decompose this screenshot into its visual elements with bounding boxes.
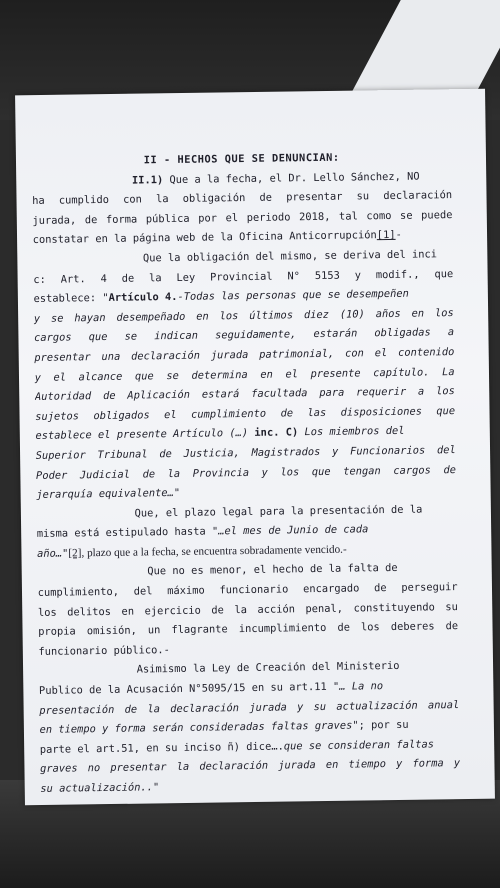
quote-text: … La no (339, 680, 384, 693)
paragraph-4-line: Que no es menor, el hecho de la falta de (147, 562, 398, 578)
quote-text: Los miembros del (298, 425, 405, 439)
quote-text: …el mes de Junio de cada (218, 523, 369, 538)
paragraph-2-line: y se hayan desempeñado en los últimos diez (10) años en los (33, 306, 454, 325)
paragraph-4-line: los delitos en ejercicio de la acción penal, constituyendo su (37, 600, 458, 619)
text-span: misma está estipulado hasta " (36, 525, 219, 541)
text-span: - (395, 229, 402, 242)
paragraph-4-line: funcionario público.- (38, 643, 170, 658)
text-span: parte el art.51, en su inciso ñ) dice…. (39, 740, 284, 756)
document-body (32, 147, 461, 799)
paragraph-5-line: Asimismo la Ley de Creación del Ministerio (136, 660, 400, 676)
paragraph-5-line: presentación de la declaración jurada y su actualización anual (39, 698, 460, 717)
paragraph-5-line: su actualización.." (40, 781, 160, 795)
paragraph-2-line: jerarquía equivalente…" (36, 487, 181, 502)
inciso-label: inc. C) (254, 426, 299, 440)
paragraph-2-line: sujetos obligados el cumplimiento de las disposiciones que (35, 404, 456, 423)
text-span: constatar en la página web de la Oficina Anticorrupción (32, 229, 377, 247)
footnote-ref[interactable]: [2] (68, 547, 82, 560)
text-span: "; por su (352, 718, 409, 732)
text-span: establece: " (33, 292, 109, 306)
paragraph-2-line: Que la obligación del mismo, se deriva del inci (142, 248, 438, 265)
quote-text: -Todas las personas que se desempeñen (177, 287, 409, 304)
paragraph-1-line: jurada, de forma pública por el periodo 2018, tal como se puede (32, 208, 453, 227)
quote-text: que se consideran faltas (283, 738, 435, 753)
paragraph-2-line: Autoridad de Aplicación estará facultada para requerir a los (34, 385, 455, 404)
paragraph-4-line: propia omisión, un flagrante incumplimiento de los deberes de (38, 620, 459, 639)
quote-text: en tiempo y forma serán consideradas faltas graves (39, 719, 353, 737)
section-heading: II - HECHOS QUE SE DENUNCIAN: (143, 151, 340, 167)
paragraph-2-line: presentar una declaración jurada patrimonial, con el contenido (34, 346, 455, 364)
quote-text: establece el presente Artículo (…) (35, 427, 255, 443)
paragraph-5-line: graves no presentar la declaración jurada en tiempo y forma y (40, 757, 461, 776)
article-label: Artículo 4. (108, 291, 178, 305)
paragraph-2-line: y el alcance que se determina en el presente capítulo. La (34, 365, 455, 384)
paragraph-2-line: cargos que se indican seguidamente, estarán obligadas a (34, 326, 455, 345)
text-span: , plazo que a la fecha, se encuentra sobradamente vencido.- (81, 543, 347, 560)
text-span: Que a la fecha, el Dr. Lello Sánchez, NO (169, 170, 420, 186)
quote-text: año…" (37, 547, 69, 560)
paragraph-1-line: ha cumplido con la obligación de presentar su declaración (32, 189, 453, 208)
paragraph-label: II.1) (131, 173, 164, 187)
paragraph-2-line: Poder Judicial de la Provincia y los que tengan cargos de (35, 463, 457, 482)
paragraph-2-line: Superior Tribunal de Justicia, Magistrados y Funcionarios del (35, 443, 456, 462)
paragraph-2-line: c: Art. 4 de la Ley Provincial N° 5153 y modif., que (33, 267, 454, 286)
paragraph-3-line: Que, el plazo legal para la presentación de la (134, 503, 423, 520)
footnote-ref[interactable]: [1] (376, 229, 396, 242)
text-span: Publico de la Acusación N°5095/15 en su art.11 " (38, 680, 340, 697)
paragraph-4-line: cumplimiento, del máximo funcionario encargado de perseguir (37, 581, 458, 599)
